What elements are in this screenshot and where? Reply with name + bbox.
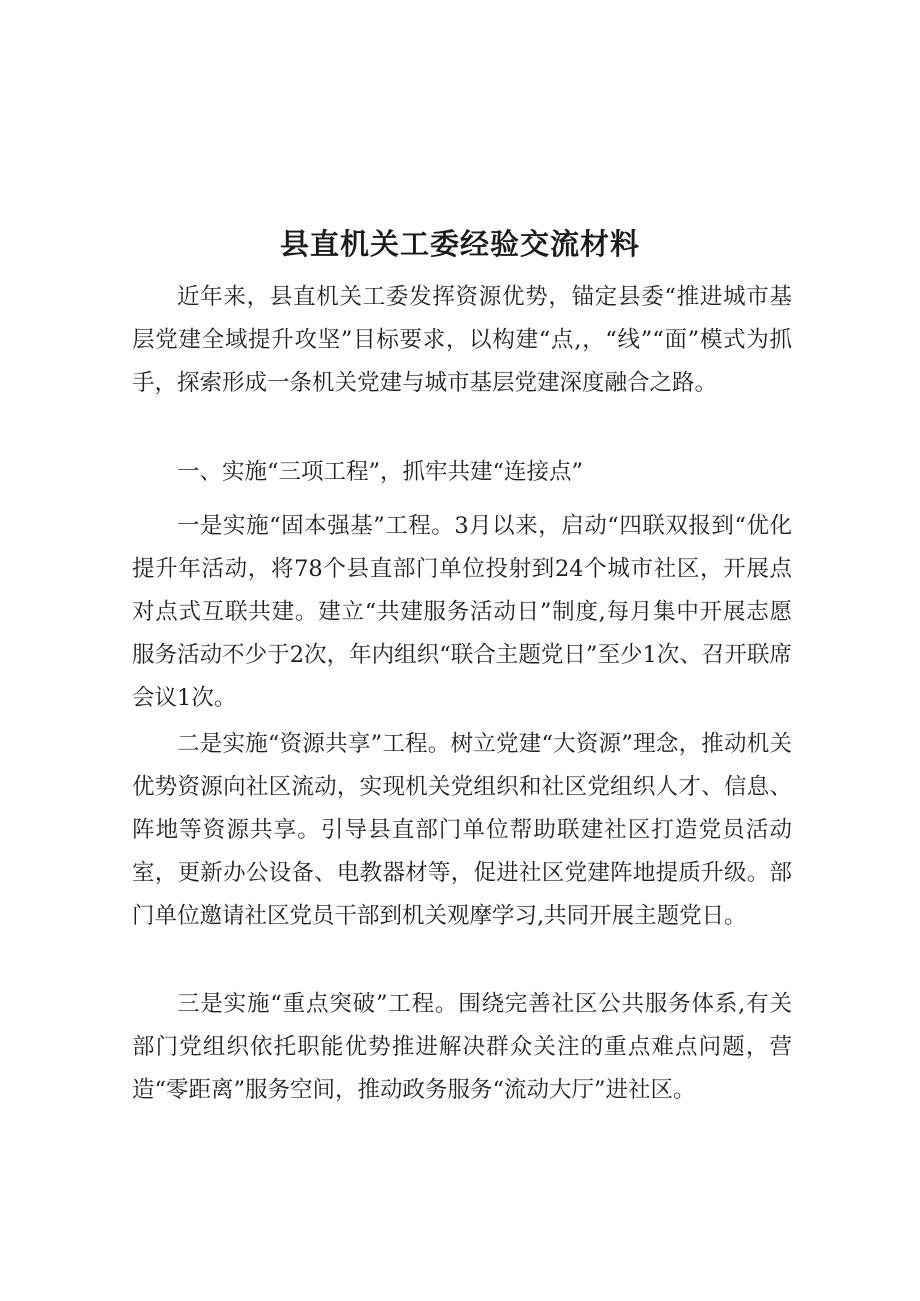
paragraph-gu-ben-qiang-ji: 一是实施“固本强基”工程。3月以来，启动“四联双报到“优化提升年活动，将78个县直部门单位投射到24个城市社区，开展点对点式互联共建。建立“共建服务活动日”制度,每月集中开展志愿服务活动不少于2次，年内组织“联合主题党日”至少1次、召开联席会议1次。 xyxy=(132,513,792,711)
section-heading: 一、实施“三项工程”，抓牢共建“连接点” xyxy=(177,459,584,485)
paragraph-zhong-dian-tu-po: 三是实施“重点突破”工程。围绕完善社区公共服务体系,有关部门党组织依托职能优势推进解决群众关注的重点难点问题，营造“零距离”服务空间，推动政务服务“流动大厅”进社区。 xyxy=(132,991,792,1103)
document-title: 县直机关工委经验交流材料 xyxy=(279,227,640,261)
paragraph-zi-yuan-gong-xiang: 二是实施“资源共享”工程。树立党建“大资源”理念，推动机关优势资源向社区流动，实现机关党组织和社区党组织人才、信息、阵地等资源共享。引导县直部门单位帮助联建社区打造党员活动室，更新办公设备、电教器材等，促进社区党建阵地提质升级。部门单位邀请社区党员干部到机关观摩学习,共同开展主题党日。 xyxy=(132,731,792,929)
intro-paragraph: 近年来，县直机关工委发挥资源优势，锚定县委“推进城市基层党建全域提升攻坚”目标要求，以构建“点,，“线”“面”模式为抓手，探索形成一条机关党建与城市基层党建深度融合之路。 xyxy=(132,284,792,396)
